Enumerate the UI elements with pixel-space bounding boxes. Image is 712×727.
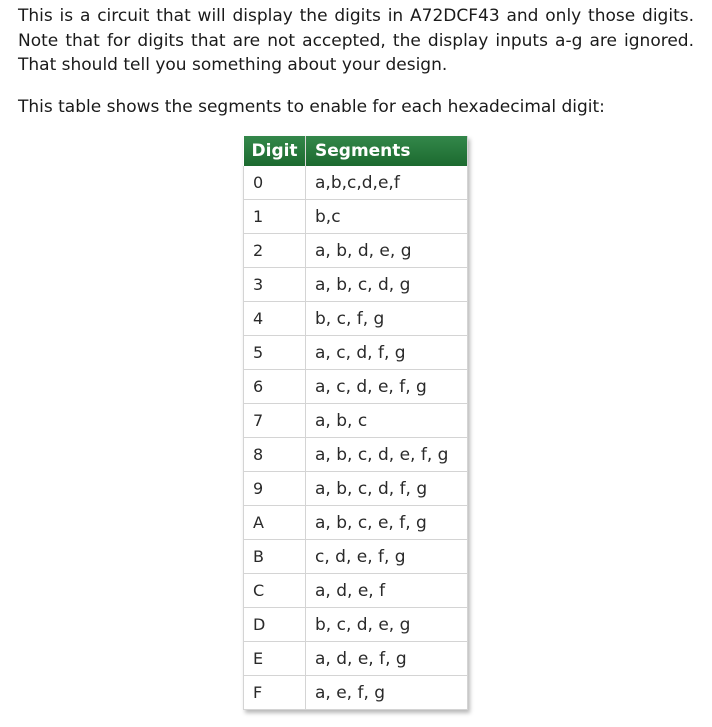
header-digit: Digit [244,136,306,166]
digit-cell: F [244,676,306,710]
table-row [244,642,468,676]
table-body [244,166,468,709]
table-row [244,506,468,540]
segments-cell: a, d, e, f [306,574,468,608]
segments-cell: a, b, c [306,404,468,438]
table-header [244,136,468,166]
table-row [244,370,468,404]
digit-cell: 4 [244,302,306,336]
segments-cell: b,c [306,200,468,234]
table-row [244,574,468,608]
segments-cell: b, c, f, g [306,302,468,336]
table-intro-paragraph: This table shows the segments to enable for each hexadecimal digit: [18,96,605,117]
table-row [244,268,468,302]
table-row [244,608,468,642]
digit-cell: D [244,608,306,642]
digit-cell: E [244,642,306,676]
digit-cell: 6 [244,370,306,404]
segment-table-container [243,136,468,710]
digit-cell: 7 [244,404,306,438]
table-row [244,200,468,234]
intro-paragraph: This is a circuit that will display the digits in A72DCF43 and only those digits. Note that for digits that are not accepted, the display inputs a-g are ignored. That should tell you something about your design. [18,6,694,75]
header-segments: Segments [306,136,468,166]
segments-cell: a, b, d, e, g [306,234,468,268]
digit-cell: 1 [244,200,306,234]
segments-cell: a, c, d, e, f, g [306,370,468,404]
segments-cell: a, b, c, e, f, g [306,506,468,540]
segments-cell: a, e, f, g [306,676,468,710]
segments-cell: a, b, c, d, f, g [306,472,468,506]
digit-cell: C [244,574,306,608]
table-row [244,404,468,438]
table-row [244,472,468,506]
digit-cell: 5 [244,336,306,370]
digit-cell: B [244,540,306,574]
table-row [244,676,468,710]
digit-cell: 9 [244,472,306,506]
segments-cell: c, d, e, f, g [306,540,468,574]
segments-cell: b, c, d, e, g [306,608,468,642]
table-row [244,336,468,370]
segments-cell: a,b,c,d,e,f [315,172,400,193]
table-row [244,302,468,336]
digit-cell: 8 [244,438,306,472]
digit-cell: A [244,506,306,540]
digit-cell: 0 [244,166,306,200]
digit-cell: 2 [244,234,306,268]
segment-table [243,136,467,709]
table-row [244,166,468,200]
document-body [18,4,694,119]
segments-cell: a, b, c, d, g [306,268,468,302]
table-row [244,234,468,268]
segments-cell: a, d, e, f, g [306,642,468,676]
table-row [244,540,468,574]
segments-cell: a, b, c, d, e, f, g [306,438,468,472]
header-row [244,136,468,166]
digit-cell: 3 [244,268,306,302]
segments-cell: a, c, d, f, g [306,336,468,370]
table-row [244,438,468,472]
